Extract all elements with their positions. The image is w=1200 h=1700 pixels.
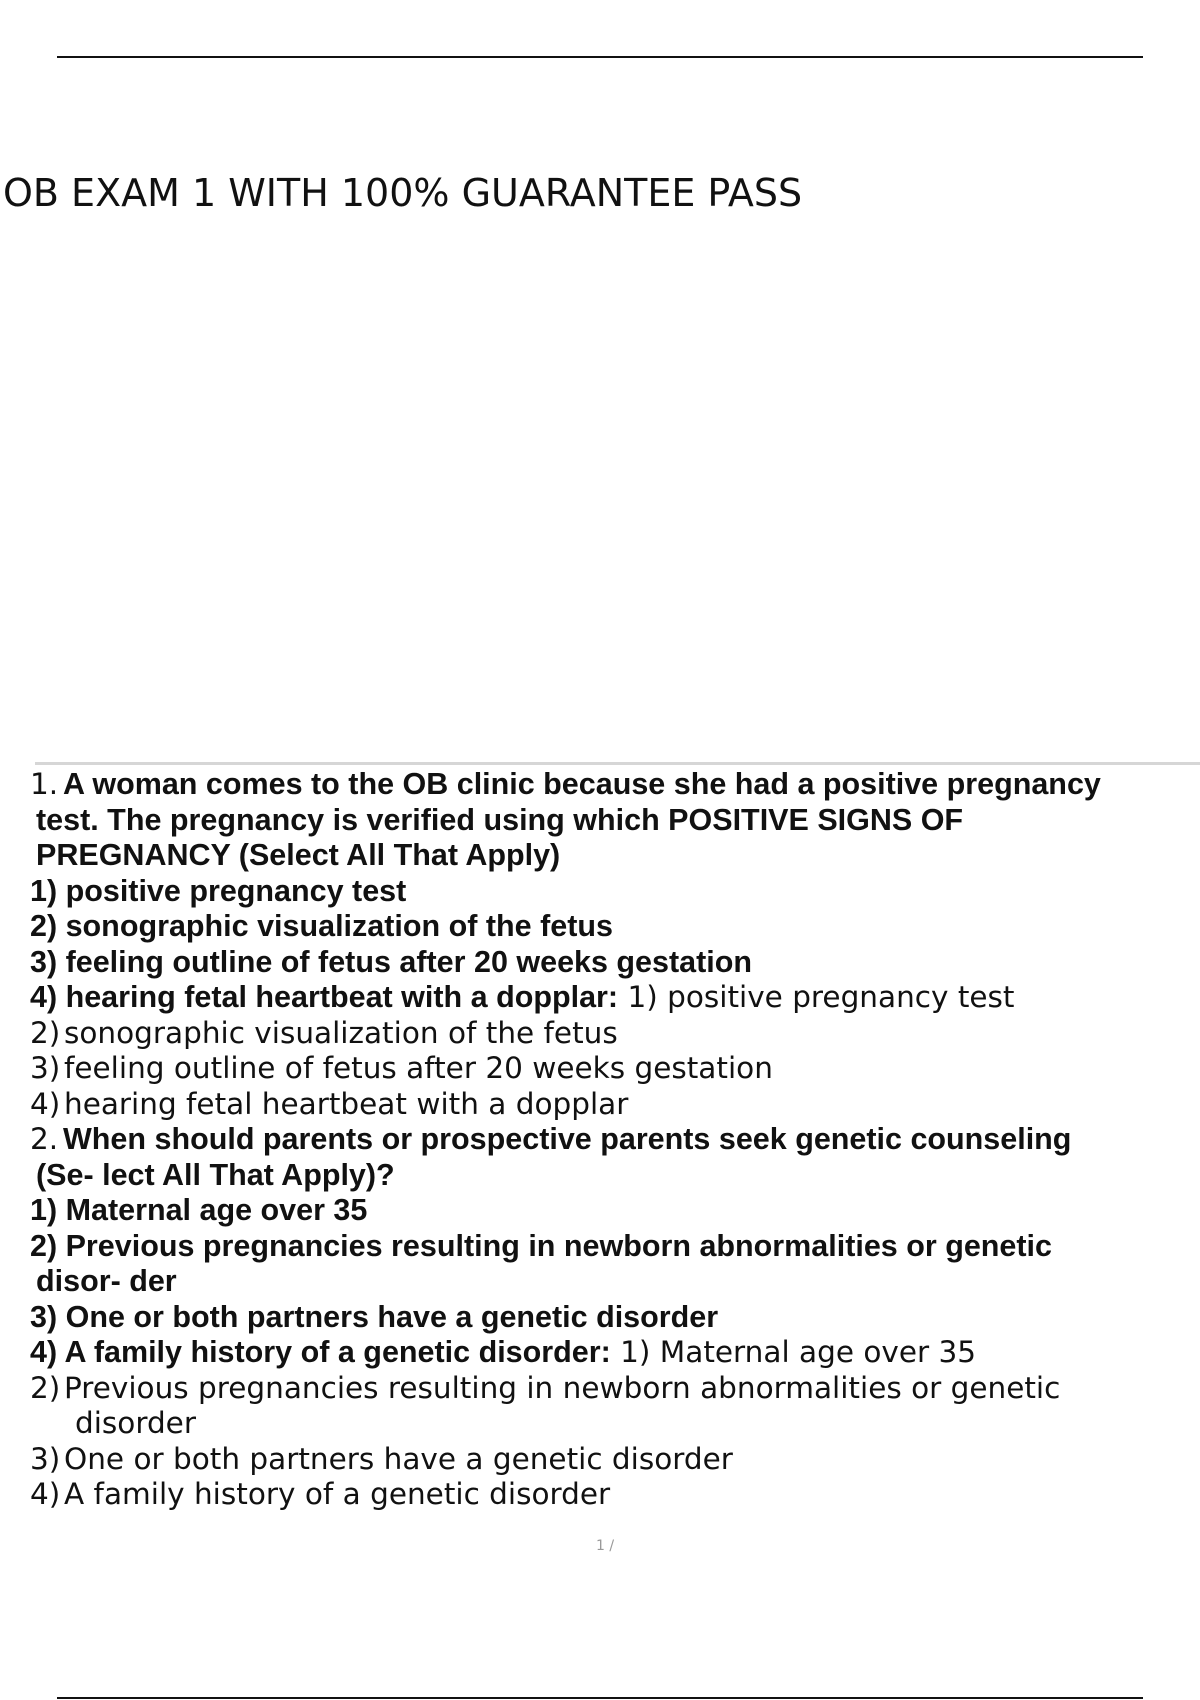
option-text: disor- der — [36, 1264, 177, 1298]
option-text: 2) Previous pregnancies resulting in newborn abnormalities or genetic — [30, 1228, 1052, 1263]
answer-text: 1) positive pregnancy test — [627, 980, 1015, 1014]
question-text: When should parents or prospective parents seek genetic counseling — [63, 1122, 1072, 1156]
answer-number: 2) — [30, 1370, 61, 1405]
answer-number: 4) — [30, 1086, 61, 1121]
answer-text: 1) Maternal age over 35 — [620, 1335, 977, 1369]
section-separator — [35, 762, 1200, 765]
answer-text: hearing fetal heartbeat with a dopplar — [64, 1086, 629, 1121]
answer-text: sonographic visualization of the fetus — [64, 1015, 618, 1050]
document-title: OB EXAM 1 WITH 100% GUARANTEE PASS — [3, 171, 803, 215]
option-text: 3) feeling outline of fetus after 20 weeks gestation — [30, 944, 752, 979]
answer-text: One or both partners have a genetic disorder — [64, 1441, 733, 1476]
option-text: 3) One or both partners have a genetic disorder — [30, 1299, 719, 1334]
option-text: 4) hearing fetal heartbeat with a dopplar: — [30, 980, 619, 1014]
question-text: (Se- lect All That Apply)? — [36, 1157, 395, 1192]
question-1 — [30, 767, 1195, 1122]
answer-text: disorder — [75, 1406, 196, 1440]
bottom-rule — [57, 1697, 1143, 1699]
question-text: test. The pregnancy is verified using which POSITIVE SIGNS OF — [36, 802, 964, 837]
page-number: 1 / — [596, 1538, 615, 1554]
question-text: PREGNANCY (Select All That Apply) — [36, 838, 561, 872]
question-number: 1. — [30, 767, 59, 801]
top-rule — [57, 56, 1143, 58]
option-text: 4) A family history of a genetic disorder: — [30, 1335, 611, 1369]
question-2 — [30, 1122, 1195, 1513]
option-text: 2) sonographic visualization of the fetus — [30, 909, 613, 943]
answer-number: 2) — [30, 1015, 61, 1050]
answer-text: A family history of a genetic disorder — [64, 1477, 611, 1511]
question-text: A woman comes to the OB clinic because she had a positive pregnancy — [63, 767, 1101, 801]
answer-number: 3) — [30, 1051, 61, 1085]
answer-number: 3) — [30, 1441, 61, 1476]
answer-text: Previous pregnancies resulting in newborn abnormalities or genetic — [64, 1370, 1061, 1405]
option-text: 1) positive pregnancy test — [30, 873, 407, 908]
question-number: 2. — [30, 1122, 59, 1156]
option-text: 1) Maternal age over 35 — [30, 1193, 368, 1227]
answer-number: 4) — [30, 1477, 61, 1511]
answer-text: feeling outline of fetus after 20 weeks gestation — [64, 1051, 773, 1085]
question-list — [30, 767, 1195, 1513]
